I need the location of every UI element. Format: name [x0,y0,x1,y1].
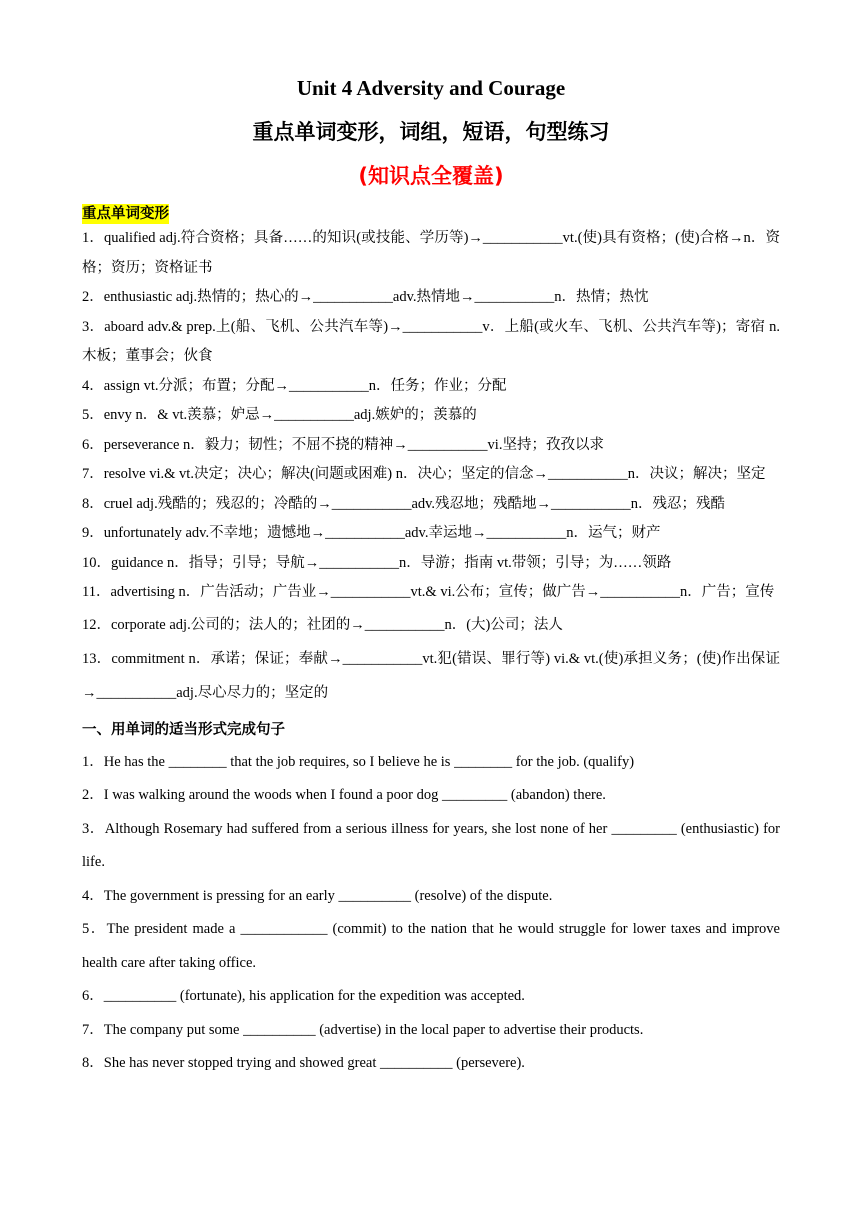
exercise-item: 6．__________ (fortunate), his application for the expedition was accepted. [82,988,525,1004]
exercise-item: 4．The government is pressing for an early __________ (resolve) of the dispute. [82,887,553,904]
vocab-item: 5．envy n．& vt.羡慕；妒忌→___________adj.嫉妒的；羡慕的 [82,407,477,423]
vocab-item: 1．qualified adj.符合资格；具备……的知识(或技能、学历等)→___________vt.(使)具有资格；(使)合格→n．资格；资历；资格证书 [82,230,780,276]
exercise-section [82,720,780,1081]
vocab-item: 8．cruel adj.残酷的；残忍的；冷酷的→___________adv.残忍地；残酷地→___________n．残忍；残酷 [82,495,726,512]
exercise-item: 7．The company put some __________ (advertise) in the local paper to advertise their products. [82,1021,644,1038]
page-subtitle: 重点单词变形，词组，短语，句型练习 [252,120,610,144]
vocab-item: 9．unfortunately adv.不幸地；遗憾地→___________adv.幸运地→___________n．运气；财产 [82,525,661,541]
vocab-item: 7．resolve vi.& vt.决定；决心；解决(问题或困难) n．决心；坚定的信念→___________n．决议；解决；坚定 [82,466,766,482]
vocab-item: 12．corporate adj.公司的；法人的；社团的→___________n．(大)公司；法人 [82,616,563,633]
vocab-item: 13．commitment n．承诺；保证；奉献→___________vt.犯(错误、罪行等) vi.& vt.(使)承担义务；(使)作出保证→___________adj.尽心尽力的；坚定的 [82,650,780,701]
vocab-section-heading: 重点单词变形 [82,206,169,222]
exercise-item: 5．The president made a ____________ (commit) to the nation that he would struggle for lower taxes and improve health care after taking office. [82,921,780,971]
vocab-item: 3．aboard adv.& prep.上(船、飞机、公共汽车等)→___________v．上船(或火车、飞机、公共汽车等)；寄宿 n.木板；董事会；伙食 [82,318,780,364]
exercise-item: 3．Although Rosemary had suffered from a serious illness for years, she lost none of her _________ (enthusiastic) for life. [82,820,780,870]
exercise-item: 8．She has never stopped trying and showed great __________ (persevere). [82,1055,525,1071]
exercise-list [82,746,780,1081]
exercise-item: 2．I was walking around the woods when I found a poor dog _________ (abandon) there. [82,787,606,803]
vocab-item: 10．guidance n．指导；引导；导航→___________n．导游；指南 vt.带领；引导；为……领路 [82,554,672,571]
vocab-item: 2．enthusiastic adj.热情的；热心的→___________adv.热情地→___________n．热情；热忱 [82,289,649,305]
vocab-item: 11．advertising n．广告活动；广告业→___________vt.& vi.公布；宣传；做广告→___________n．广告；宣传 [82,584,775,600]
coverage-note: (知识点全覆盖) [358,164,504,188]
page-title: Unit 4 Adversity and Courage [296,76,566,100]
vocab-section [82,190,780,710]
exercise-heading: 一、用单词的适当形式完成句子 [82,721,285,738]
vocab-item: 4．assign vt.分派；布置；分配→___________n．任务；作业；分配 [82,377,507,394]
exercise-item: 1．He has the ________ that the job requires, so I believe he is ________ for the job. (qualify) [82,753,635,770]
vocab-list [82,224,780,710]
vocab-item: 6．perseverance n．毅力；韧性；不屈不挠的精神→___________vi.坚持；孜孜以求 [82,436,604,453]
